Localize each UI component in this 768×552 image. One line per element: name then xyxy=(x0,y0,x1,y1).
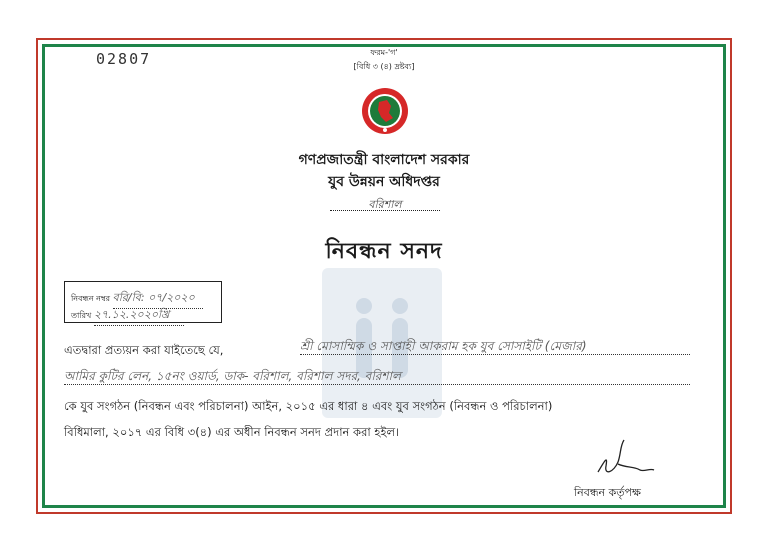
registration-date-value: ২৭.১২.২০২০খ্রি xyxy=(94,306,184,326)
body-line-4: বিধিমালা, ২০১৭ এর বিধি ৩(৪) এর অধীন নিবন্ধন সনদ প্রদান করা হইল। xyxy=(64,425,400,439)
signature-icon xyxy=(594,432,656,480)
government-emblem-icon xyxy=(360,86,410,136)
address-field: আমির কুটির লেন, ১৫নং ওয়ার্ড, ডাক- বরিশাল, বরিশাল সদর, বরিশাল xyxy=(64,368,690,385)
serial-number: 02807 xyxy=(96,50,152,68)
organization-name-field: শ্রী মোসাম্মিক ও সাপ্তাহী আকরাম হক যুব সোসাইটি (মেজার) xyxy=(300,338,690,355)
registration-number-value: বরি/বি: ০৭/২০২০ xyxy=(113,289,203,309)
district-field: বরিশাল xyxy=(330,196,440,211)
certificate-title: নিবন্ধন সনদ xyxy=(325,239,443,264)
form-name: ফরম-'গ' xyxy=(370,48,398,57)
government-name: গণপ্রজাতন্ত্রী বাংলাদেশ সরকার xyxy=(298,152,470,168)
registration-date-label: তারিখ xyxy=(71,311,92,320)
body-line-3: কে যুব সংগঠন (নিবন্ধন এবং পরিচালনা) আইন, ২০১৫ এর ধারা ৪ এবং যুব সংগঠন (নিবন্ধন ও পরিচালনা) xyxy=(64,399,553,413)
form-rule-reference: [বিধি ৩ (৪) দ্রষ্টব্য] xyxy=(353,62,415,71)
intro-text: এতদ্বারা প্রত্যয়ন করা যাইতেছে যে, xyxy=(64,343,224,357)
registration-number-label: নিবন্ধন নম্বর xyxy=(71,294,111,303)
registration-box xyxy=(64,281,222,323)
department-name: যুব উন্নয়ন অধিদপ্তর xyxy=(328,174,440,190)
registration-authority-label: নিবন্ধন কর্তৃপক্ষ xyxy=(574,486,641,499)
